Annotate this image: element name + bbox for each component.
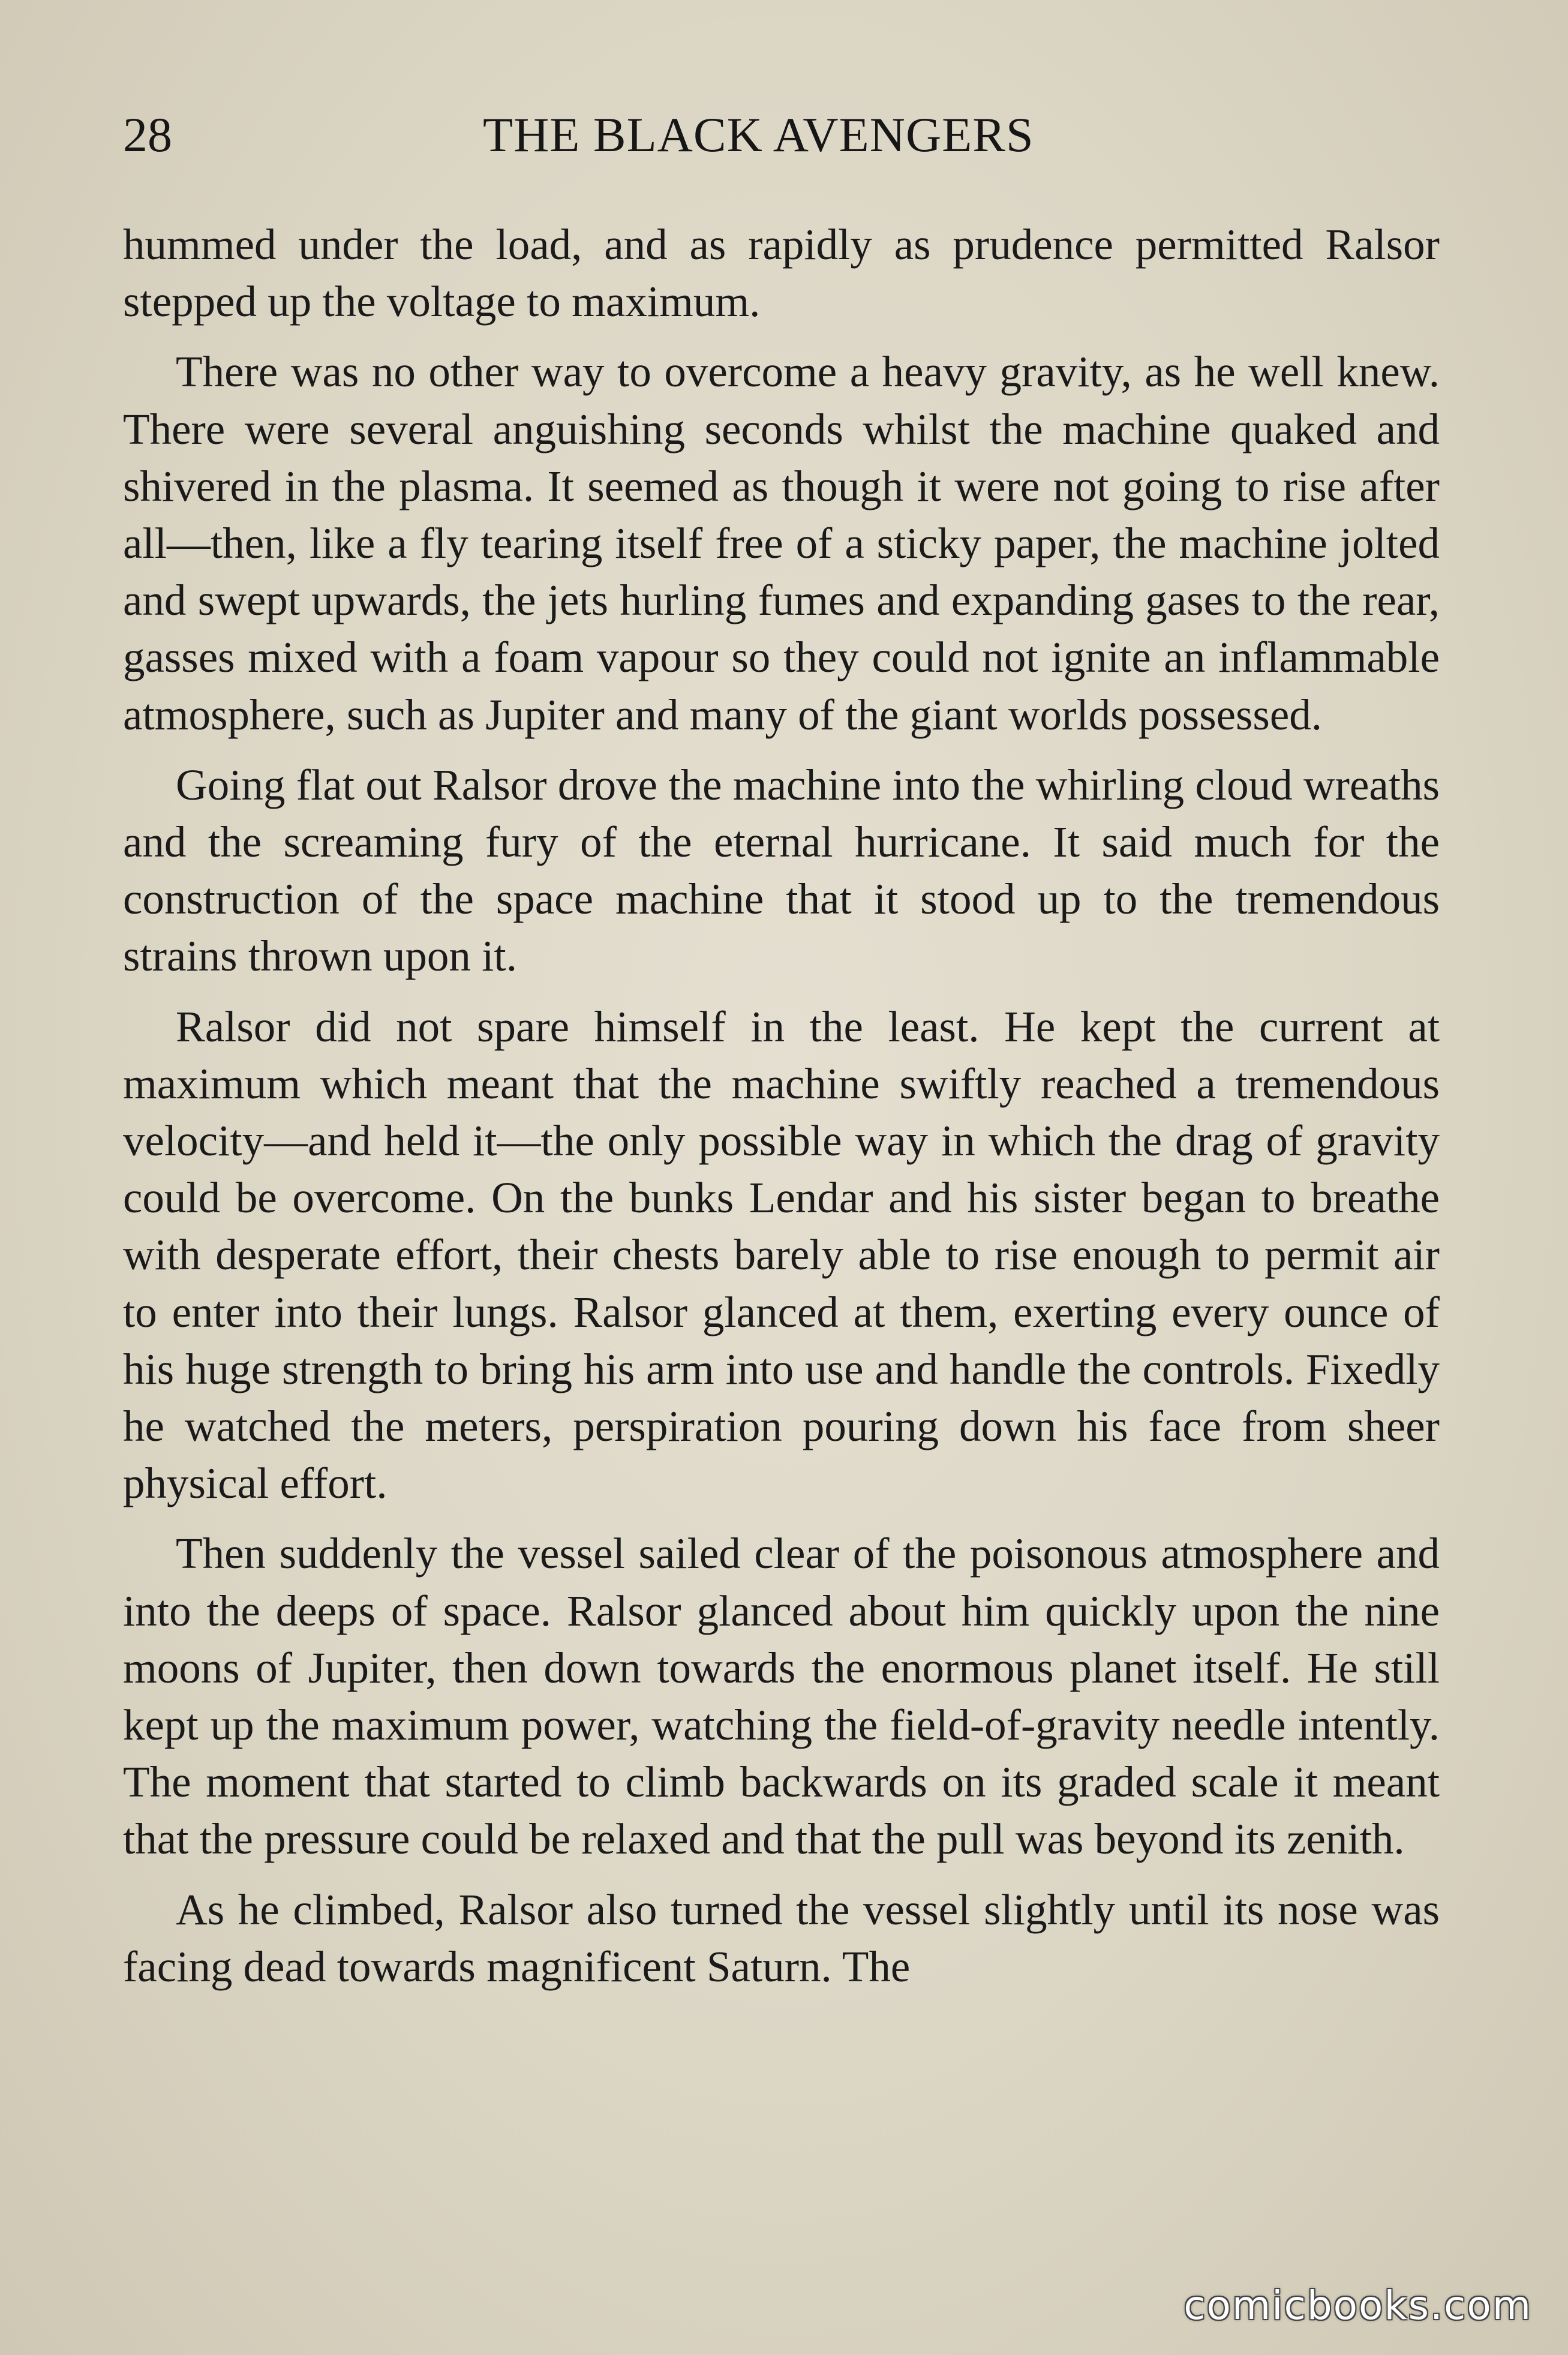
paragraph: Ralsor did not spare himself in the least. He kept the current at maximum which meant that the machine swiftly reached a tremendous velocity—and held it—the only possible way in which the drag of gravity could be overcome. On the bunks Lendar and his sister began to breathe with desperate effort, their chests barely able to rise enough to permit air to enter into their lungs. Ralsor glanced at them, exerting every ounce of his huge strength to bring his arm into use and handle the controls. Fixedly he watched the meters, perspiration pouring down his face from sheer physical effort. <box>123 1002 1440 1508</box>
paragraph: hummed under the load, and as rapidly as prudence permitted Ralsor stepped up the voltage to maximum. <box>123 220 1440 326</box>
paragraph: Then suddenly the vessel sailed clear of the poisonous atmosphere and into the deeps of space. Ralsor glanced about him quickly upon the nine moons of Jupiter, then down towards the enormous planet itself. He still kept up the maximum power, watching the field-of-gravity needle intently. The moment that started to climb backwards on its graded scale it meant that the pressure could be relaxed and that the pull was beyond its zenith. <box>123 1529 1440 1864</box>
page-header <box>120 102 1440 168</box>
paragraph: As he climbed, Ralsor also turned the vessel slightly until its nose was facing dead towards magnificent Saturn. The <box>123 1885 1440 1991</box>
paragraph: Going flat out Ralsor drove the machine into the whirling cloud wreaths and the screaming fury of the eternal hurricane. It said much for the construction of the space machine that it stood up to the tremendous strains thrown upon it. <box>123 760 1440 981</box>
page-number: 28 <box>123 107 172 162</box>
body-text <box>123 216 1440 1995</box>
watermark: comicbooks.com <box>1183 2282 1532 2329</box>
running-head: THE BLACK AVENGERS <box>483 107 1034 162</box>
paragraph: There was no other way to overcome a heavy gravity, as he well knew. There were several anguishing seconds whilst the machine quaked and shivered in the plasma. It seemed as though it were not going to rise after all—then, like a fly tearing itself free of a sticky paper, the machine jolted and swept upwards, the jets hurling fumes and expanding gases to the rear, gasses mixed with a foam vapour so they could not ignite an inflammable atmosphere, such as Jupiter and many of the giant worlds possessed. <box>123 347 1440 739</box>
